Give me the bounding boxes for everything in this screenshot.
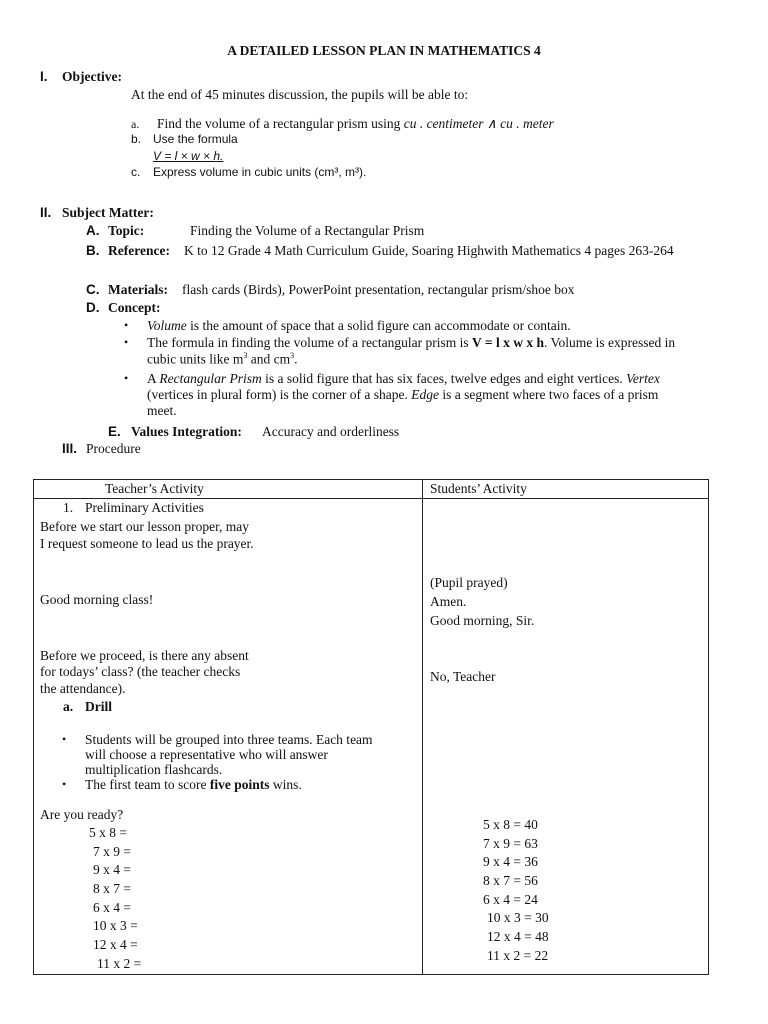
student-prayed: (Pupil prayed) bbox=[430, 575, 508, 590]
bullet-icon: • bbox=[62, 777, 67, 791]
drill-question: 9 x 4 = bbox=[93, 862, 131, 877]
reference-label: Reference: bbox=[108, 243, 170, 258]
drill-answer: 8 x 7 = 56 bbox=[483, 873, 538, 888]
student-absent-answer: No, Teacher bbox=[430, 669, 496, 684]
table-header-divider bbox=[33, 498, 709, 499]
objective-a-letter: a. bbox=[131, 117, 140, 131]
objective-a-math: cu . centimeter ∧ cu . meter bbox=[403, 116, 554, 131]
subject-b-letter: B. bbox=[86, 243, 100, 258]
drill-question: 5 x 8 = bbox=[89, 825, 127, 840]
drill-bullet1-line2: will choose a representative who will answer bbox=[85, 747, 328, 762]
bullet-icon: • bbox=[124, 335, 129, 349]
objective-b-formula: V = l × w × h. bbox=[153, 149, 224, 163]
section-number-objective: I. bbox=[40, 69, 48, 84]
procedure-heading: Procedure bbox=[86, 441, 141, 456]
drill-question: 6 x 4 = bbox=[93, 900, 131, 915]
drill-answer: 12 x 4 = 48 bbox=[487, 929, 549, 944]
teacher-prayer-line1: Before we start our lesson proper, may bbox=[40, 519, 250, 534]
teacher-prayer-line2: I request someone to lead us the prayer. bbox=[40, 536, 254, 551]
objective-b-letter: b. bbox=[131, 132, 142, 146]
student-amen: Amen. bbox=[430, 594, 467, 609]
drill-letter: a. bbox=[63, 699, 74, 714]
concept-volume: Volume is the amount of space that a solid figure can accommodate or contain. bbox=[147, 318, 571, 333]
activity-table bbox=[33, 479, 709, 975]
objective-a-text: Find the volume of a rectangular prism using cu . centimeter ∧ cu . meter bbox=[157, 116, 554, 131]
objective-b-text: Use the formula bbox=[153, 132, 238, 146]
teacher-activity-header: Teacher’s Activity bbox=[105, 481, 204, 496]
subject-heading: Subject Matter: bbox=[62, 205, 154, 220]
drill-bullet1-line3: multiplication flashcards. bbox=[85, 762, 223, 777]
drill-question: 12 x 4 = bbox=[93, 937, 138, 952]
drill-answer: 7 x 9 = 63 bbox=[483, 836, 538, 851]
document-title: A DETAILED LESSON PLAN IN MATHEMATICS 4 bbox=[227, 43, 541, 58]
section-number-subject: II. bbox=[40, 205, 52, 220]
values-label: Values Integration: bbox=[131, 424, 242, 439]
drill-bullet2: The first team to score five points wins. bbox=[85, 777, 302, 792]
concept-prism: A Rectangular Prism is a solid figure that has six faces, twelve edges and eight vertices. Vertex bbox=[147, 371, 660, 386]
objective-intro: At the end of 45 minutes discussion, the pupils will be able to: bbox=[131, 87, 469, 102]
teacher-absent-line3: the attendance). bbox=[40, 681, 126, 696]
bullet-icon: • bbox=[124, 318, 129, 332]
student-greeting: Good morning, Sir. bbox=[430, 613, 535, 628]
drill-answer: 9 x 4 = 36 bbox=[483, 854, 538, 869]
drill-question: 10 x 3 = bbox=[93, 918, 138, 933]
drill-question: 7 x 9 = bbox=[93, 844, 131, 859]
concept-prism-line3: meet. bbox=[147, 403, 177, 418]
concept-formula-units: cubic units like $m^3$ and $cm^3$. bbox=[147, 351, 298, 367]
materials-value: flash cards (Birds), PowerPoint presentation, rectangular prism/shoe box bbox=[182, 282, 575, 297]
drill-heading: Drill bbox=[85, 699, 112, 714]
teacher-absent-line2: for todays’ class? (the teacher checks bbox=[40, 664, 241, 679]
values-value: Accuracy and orderliness bbox=[262, 424, 400, 439]
student-activity-header: Students’ Activity bbox=[430, 481, 527, 496]
drill-answer: 5 x 8 = 40 bbox=[483, 817, 538, 832]
objective-c-text: Express volume in cubic units (cm³, m³). bbox=[153, 165, 367, 179]
drill-answer: 10 x 3 = 30 bbox=[487, 910, 549, 925]
reference-value: K to 12 Grade 4 Math Curriculum Guide, Soaring Highwith Mathematics 4 pages 263-264 bbox=[184, 243, 674, 258]
topic-value: Finding the Volume of a Rectangular Prism bbox=[190, 223, 425, 238]
bullet-icon: • bbox=[124, 371, 129, 385]
teacher-absent-line1: Before we proceed, is there any absent bbox=[40, 648, 249, 663]
drill-bullet1-line1: Students will be grouped into three teams. Each team bbox=[85, 732, 373, 747]
concept-label: Concept: bbox=[108, 300, 161, 315]
prelim-heading: Preliminary Activities bbox=[85, 500, 204, 515]
materials-label: Materials: bbox=[108, 282, 168, 297]
objective-c-letter: c. bbox=[131, 165, 141, 179]
concept-formula: The formula in finding the volume of a rectangular prism is V = l x w x h. Volume is expressed in bbox=[147, 335, 676, 350]
ready-prompt: Are you ready? bbox=[40, 807, 124, 822]
section-number-procedure: III. bbox=[62, 441, 78, 456]
prelim-number: 1. bbox=[63, 500, 74, 515]
bullet-icon: • bbox=[62, 732, 67, 746]
objective-heading: Objective: bbox=[62, 69, 122, 84]
drill-question: 8 x 7 = bbox=[93, 881, 131, 896]
subject-c-letter: C. bbox=[86, 282, 100, 297]
topic-label: Topic: bbox=[108, 223, 145, 238]
subject-a-letter: A. bbox=[86, 223, 100, 238]
drill-question: 11 x 2 = bbox=[97, 956, 142, 971]
teacher-greeting: Good morning class! bbox=[40, 592, 154, 607]
subject-d-letter: D. bbox=[86, 300, 100, 315]
drill-answer: 6 x 4 = 24 bbox=[483, 892, 538, 907]
concept-prism-line2: (vertices in plural form) is the corner of a shape. Edge is a segment where two faces of a prism bbox=[147, 387, 659, 402]
table-column-divider bbox=[422, 479, 423, 975]
drill-answer: 11 x 2 = 22 bbox=[487, 948, 549, 963]
subject-e-letter: E. bbox=[108, 424, 121, 439]
